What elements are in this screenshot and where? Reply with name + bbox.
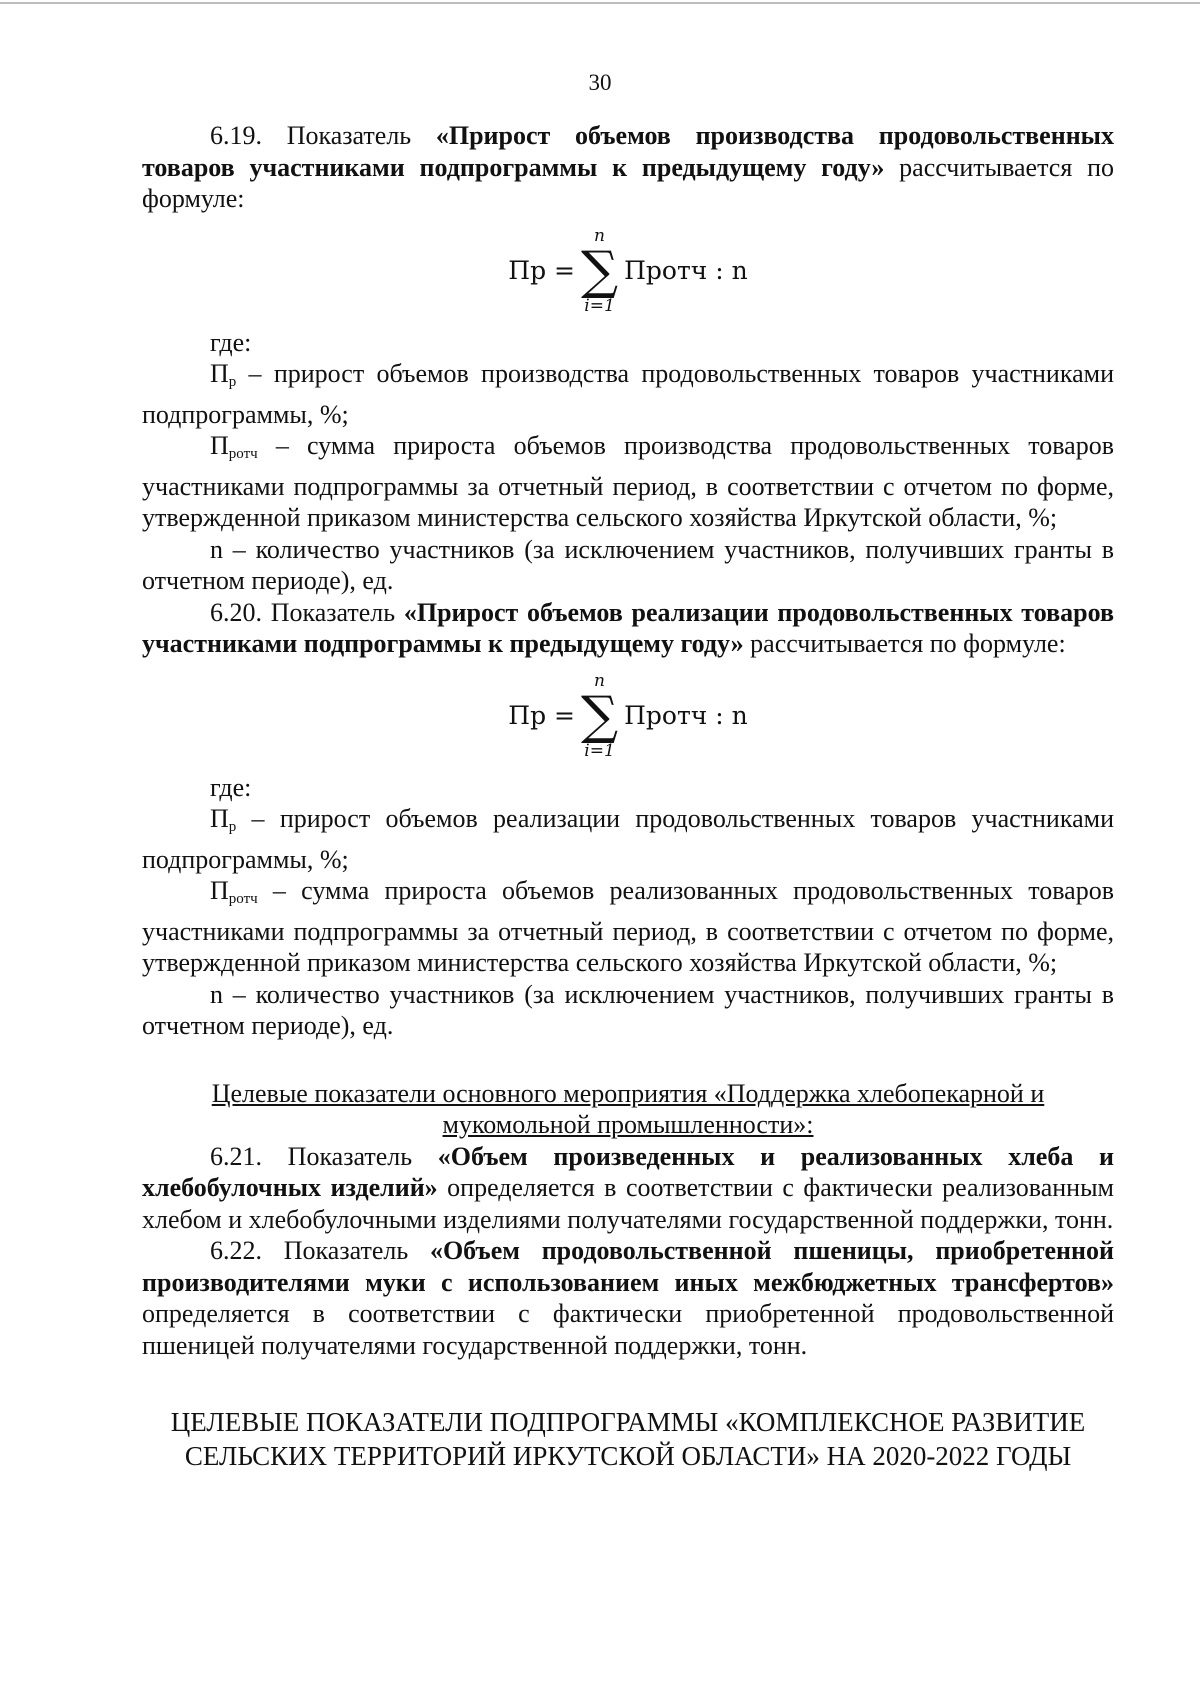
paragraph-tail: определяется в соответствии с фактически приобретенной продовольственной пшеницей получателями государственной поддержки, тонн. [142, 1299, 1114, 1360]
definition-text: – прирост объемов производства продовольственных товаров участниками подпрограммы, %; [142, 359, 1114, 429]
formula-rhs: Протч : n [624, 255, 748, 285]
sum-lower-limit: i=1 [584, 740, 615, 761]
indicator-name: «Прирост объемов реализации продовольственных товаров участниками подпрограммы к предыдущему году» [142, 597, 1114, 658]
section-heading: Целевые показатели основного мероприятия «Поддержка хлебопекарной и мукомольной промышленности»: [211, 1078, 1045, 1139]
sigma-symbol: ∑ [580, 240, 619, 301]
paragraph-tail: определяется в соответствии с фактически реализованным хлебом и хлебобулочными изделиями получателями государственной поддержки, тонн. [142, 1173, 1114, 1234]
sum-upper-limit: n [594, 670, 605, 691]
page-number: 30 [588, 70, 612, 95]
item-number: 6.22. Показатель [210, 1236, 430, 1265]
formula-1 [142, 215, 1114, 327]
formula-lhs: Пр = [508, 255, 575, 285]
sum-upper-limit: n [594, 225, 605, 246]
definition-protch [142, 430, 1114, 534]
summation [581, 672, 618, 760]
paragraph-6-19 [142, 120, 1114, 215]
definition-n: n – количество участников (за исключением участников, получивших гранты в отчетном периоде), ед. [142, 534, 1114, 595]
symbol-subscript: р [228, 374, 237, 390]
symbol-subscript: ротч [228, 446, 258, 462]
definition-text: – сумма прироста объемов производства продовольственных товаров участниками подпрограммы за отчетный период, в соответствии с отчетом по форме, утвержденной приказом министерства сельского хозяйства Иркутской области, %; [142, 431, 1114, 532]
formula-2 [142, 660, 1114, 772]
where-label: где: [210, 772, 252, 802]
item-number: 6.21. Показатель [210, 1141, 438, 1171]
document-body [142, 120, 1114, 1473]
scan-edge-line [0, 2, 1200, 4]
symbol-subscript: р [228, 819, 237, 835]
where-label: где: [210, 327, 252, 357]
symbol: П [210, 804, 229, 833]
formula-rhs: Протч : n [624, 700, 748, 730]
sigma-symbol: ∑ [580, 685, 619, 746]
subprogram-title: ЦЕЛЕВЫЕ ПОКАЗАТЕЛИ ПОДПРОГРАММЫ «КОМПЛЕКСНОЕ РАЗВИТИЕ СЕЛЬСКИХ ТЕРРИТОРИЙ ИРКУТСКОЙ ОБЛАСТИ» НА 2020-2022 ГОДЫ [170, 1407, 1086, 1471]
formula-lhs: Пр = [508, 700, 575, 730]
item-number: 6.19. Показатель [210, 121, 436, 150]
indicator-name: «Объем произведенных и реализованных хлеба и хлебобулочных изделий» [142, 1141, 1114, 1202]
paragraph-6-22 [142, 1235, 1114, 1361]
paragraph-tail: рассчитывается по формуле: [142, 152, 1114, 213]
definition-n: n – количество участников (за исключением участников, получивших гранты в отчетном периоде), ед. [142, 979, 1114, 1040]
definition-protch [142, 875, 1114, 979]
symbol-subscript: ротч [228, 891, 258, 907]
indicator-name: «Объем продовольственной пшеницы, приобретенной производителями муки с использованием иных межбюджетных трансфертов» [142, 1236, 1114, 1297]
indicator-name: «Прирост объемов производства продовольственных товаров участниками подпрограммы к предыдущему году» [142, 121, 1114, 182]
paragraph-6-21 [142, 1141, 1114, 1236]
definition-text: – прирост объемов реализации продовольственных товаров участниками подпрограммы, %; [142, 804, 1114, 874]
item-number: 6.20. Показатель [210, 597, 404, 627]
summation [581, 227, 618, 315]
definition-pr [142, 803, 1114, 875]
symbol: П [210, 359, 229, 388]
symbol: П [210, 431, 229, 460]
paragraph-tail: рассчитывается по формуле: [743, 629, 1066, 658]
definition-text: – сумма прироста объемов реализованных продовольственных товаров участниками подпрограммы за отчетный период, в соответствии с отчетом по форме, утвержденной приказом министерства сельского хозяйства Иркутской области, %; [142, 876, 1114, 977]
sum-lower-limit: i=1 [584, 295, 615, 316]
symbol: П [210, 876, 229, 905]
definition-pr [142, 358, 1114, 430]
paragraph-6-20 [142, 597, 1114, 660]
